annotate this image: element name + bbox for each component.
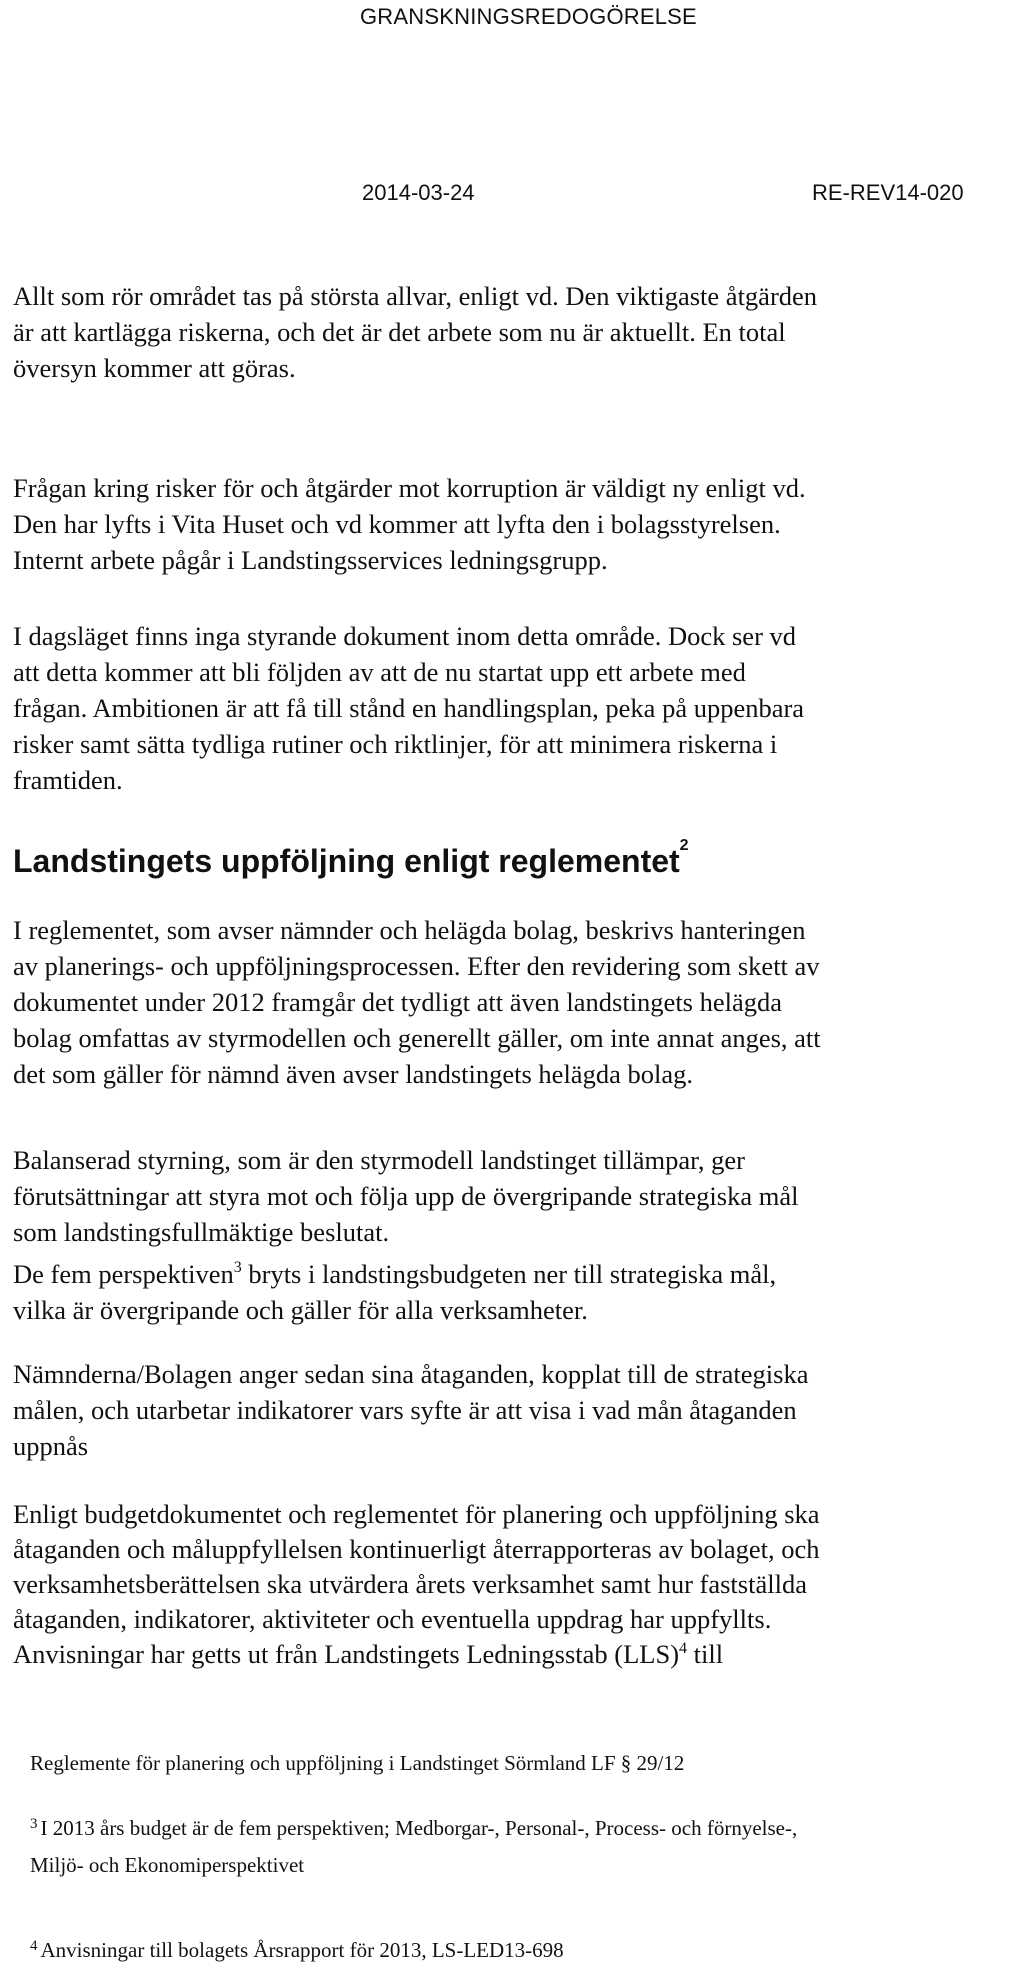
paragraph-governing-documents: I dagsläget finns inga styrande dokument inom detta område. Dock ser vd att detta kommer att bli följden av att de nu startat upp ett arbete med frågan. Ambitionen är att få till stånd en handlingsplan, peka på uppenbara risker samt sätta tydliga rutiner och riktlinjer, för att minimera riskerna i framtiden. (13, 621, 805, 795)
document-type-header: GRANSKNINGSREDOGÖRELSE (360, 4, 697, 29)
document-date: 2014-03-24 (362, 180, 475, 205)
footnote-ref-3: 3 (233, 1259, 242, 1276)
footnote-2: Reglemente för planering och uppföljning i Landstinget Sörmland LF § 29/12 (30, 1751, 685, 1775)
footnote-4: $^4$ Anvisningar till bolagets Årsrapport för 2013, LS-LED13-698 (30, 1938, 564, 1962)
footnote-3: $^3$ I 2013 års budget är de fem perspektiven; Medborgar-, Personal-, Process- och förnyelse-, Miljö- och Ekonomiperspektivet (30, 1816, 798, 1877)
document-reference: RE-REV14-020 (812, 180, 964, 205)
section-heading: Landstingets uppföljning enligt reglementet$^2$ (13, 837, 689, 879)
paragraph-balanced-scorecard: Balanserad styrning, som är den styrmodell landstinget tillämpar, ger förutsättningar att styra mot och följa upp de övergripande strategiska mål som landstingsfullmäktige beslutat. (13, 1145, 799, 1247)
paragraph-commitments: Nämnderna/Bolagen anger sedan sina åtaganden, kopplat till de strategiska målen, och utarbetar indikatorer vars syfte är att visa i vad mån åtaganden uppnås (13, 1359, 809, 1461)
paragraph-perspectives: De fem perspektiven$^3$ bryts i landstingsbudgeten ner till strategiska mål, vilka är övergripande och gäller för alla verksamheter. (13, 1259, 777, 1325)
paragraph-regulations: I reglementet, som avser nämnder och helägda bolag, beskrivs hanteringen av planerings- och uppföljningsprocessen. Efter den revidering som skett av dokumentet under 2012 framgår det tydligt att även landstingets helägda bolag omfattas av styrmodellen och generellt gäller, om inte annat anges, att det som gäller för nämnd även avser landstingets helägda bolag. (13, 915, 821, 1089)
paragraph-corruption-question: Frågan kring risker för och åtgärder mot korruption är väldigt ny enligt vd. Den har lyfts i Vita Huset och vd kommer att lyfta den i bolagsstyrelsen. Internt arbete pågår i Landstingsservices ledningsgrupp. (13, 473, 806, 575)
paragraph-risk-mapping: Allt som rör området tas på största allvar, enligt vd. Den viktigaste åtgärden är att kartlägga riskerna, och det är det arbete som nu är aktuellt. En total översyn kommer att göras. (13, 281, 818, 383)
footnote-ref-4: 4 (679, 1640, 688, 1657)
footnote-ref-2: 2 (679, 837, 689, 854)
paragraph-reporting: Enligt budgetdokumentet och reglementet för planering och uppföljning ska åtaganden och måluppfyllelsen kontinuerligt återrapporteras av bolaget, och verksamhetsberättelsen ska utvärdera årets verksamhet samt hur fastställda åtaganden, indikatorer, aktiviteter och eventuella uppdrag har uppfyllts. Anvisningar har getts ut från Landstingets Ledningsstab (LLS)$^4$ till (13, 1499, 820, 1669)
